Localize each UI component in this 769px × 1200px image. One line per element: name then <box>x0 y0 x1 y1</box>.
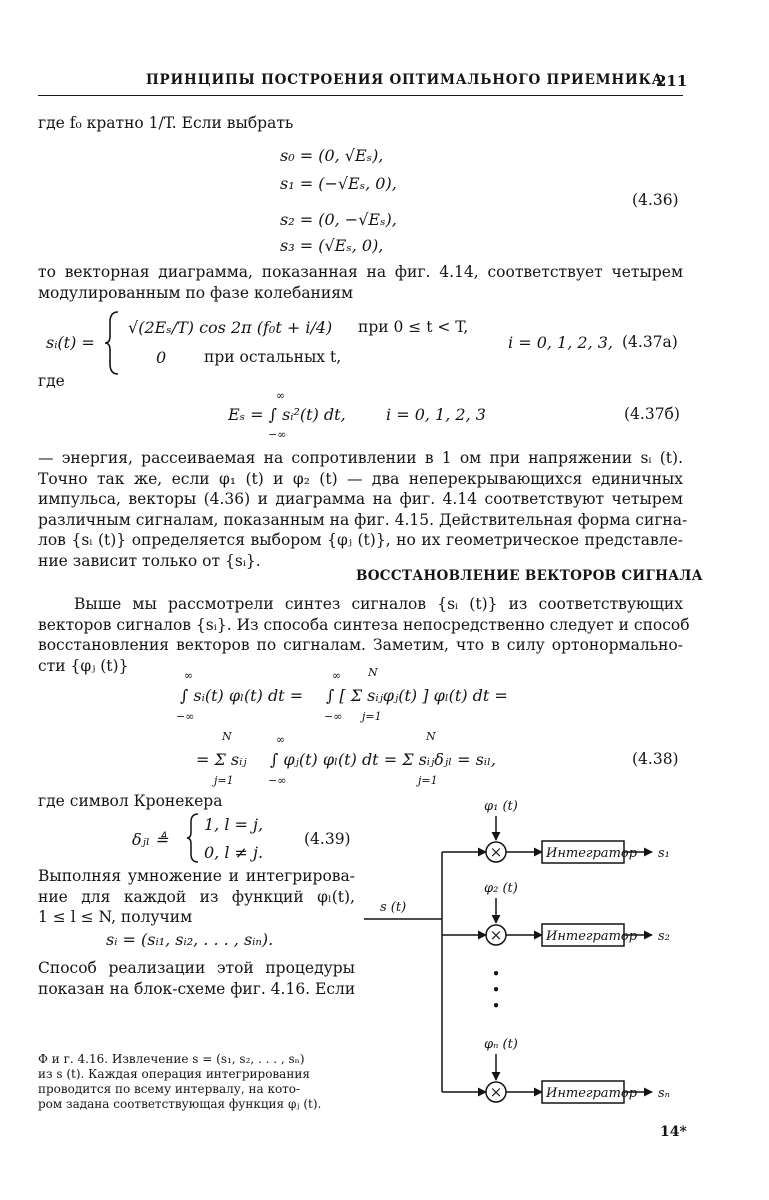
text-line: Выше мы рассмотрели синтез сигналов {sᵢ (t)} из соответствующих <box>74 595 683 613</box>
paragraph-reconstruction <box>38 594 690 676</box>
eq-4-38-number: (4.38) <box>632 750 679 768</box>
kronecker-intro: где символ Кронекера <box>38 792 223 810</box>
text-line: ние для каждой из функций φₗ(t), <box>38 887 355 906</box>
eq-4-37b-indices: i = 0, 1, 2, 3 <box>386 405 486 424</box>
caption-line: ром задана соответствующая функция φⱼ (t). <box>38 1097 322 1111</box>
phi2-label: φ₂ (t) <box>484 881 518 896</box>
kronecker-number: (4.39) <box>304 830 351 848</box>
limit-minf: −∞ <box>324 710 343 723</box>
running-header: ПРИНЦИПЫ ПОСТРОЕНИЯ ОПТИМАЛЬНОГО ПРИЕМНИКА <box>146 72 664 88</box>
kronecker-case1: 1, l = j, <box>204 815 264 834</box>
paragraph-vector-diagram <box>38 262 683 303</box>
text-line: сти {φⱼ (t)} <box>38 656 129 675</box>
integrator-label: Интегратор <box>546 846 638 861</box>
signal-vector: sᵢ = (sᵢ₁, sᵢ₂, . . . , sᵢₙ). <box>106 930 274 949</box>
text-line: 1 ≤ l ≤ N, получим <box>38 908 193 926</box>
caption-line: Ф и г. 4.16. Извлечение s = (s₁, s₂, . . . , sₙ) <box>38 1052 305 1066</box>
eq-4-37a-case1-expr: √(2Eₛ/T) cos 2π (f₀t + i/4) <box>128 318 333 337</box>
text-line: Выполняя умножение и интегрирова- <box>38 867 355 885</box>
output-s1-label: s₁ <box>658 846 670 861</box>
left-brace-icon <box>104 310 120 376</box>
eq-4-38-line2-b: ∫ φⱼ(t) φₗ(t) dt = Σ sᵢⱼδⱼₗ = sᵢₗ, <box>270 750 496 769</box>
intro-line: где f₀ кратно 1/T. Если выбрать <box>38 114 294 132</box>
ellipsis-dot-icon: • <box>491 997 501 1015</box>
text-line: Точно так же, если φ₁ (t) и φ₂ (t) — два неперекрывающихся единичных <box>38 469 683 488</box>
section-heading: ВОССТАНОВЛЕНИЕ ВЕКТОРОВ СИГНАЛА <box>356 568 703 584</box>
kronecker-lhs: δⱼₗ ≜ <box>132 830 169 849</box>
limit-j1: j=1 <box>362 710 382 723</box>
eq-4-36-s2: s₂ = (0, −√Eₛ), <box>280 210 397 229</box>
limit-minf: −∞ <box>176 710 195 723</box>
limit-n: N <box>222 730 232 743</box>
ellipsis-dot-icon: • <box>491 965 501 983</box>
figure-caption <box>38 1052 368 1112</box>
text-line: Способ реализации этой процедуры <box>38 959 355 977</box>
where-label: где <box>38 372 65 390</box>
eq-4-37a-case1-cond: при 0 ≤ t < T, <box>358 318 469 336</box>
text-line: модулированным по фазе колебаниям <box>38 283 354 302</box>
text-line: векторов сигналов {sᵢ}. Из способа синтеза непосредственно следует и способ <box>38 615 690 634</box>
text-line: — энергия, рассеиваемая на сопротивлении в 1 ом при напряжении sᵢ (t). <box>38 449 683 467</box>
eq-4-38-line2-a: = Σ sᵢⱼ <box>196 750 247 769</box>
eq-4-36-number: (4.36) <box>632 191 679 209</box>
eq-4-36-s0: s₀ = (0, √Eₛ), <box>280 146 384 165</box>
eq-4-36-s3: s₃ = (√Eₛ, 0), <box>280 236 384 255</box>
multiply-icon: × <box>489 843 503 861</box>
page-number: 211 <box>656 72 688 90</box>
output-sN-label: sₙ <box>658 1086 670 1101</box>
limit-n: N <box>426 730 436 743</box>
limit-j1: j=1 <box>214 774 234 787</box>
limit-n: N <box>368 666 378 679</box>
integral-upper-limit: ∞ <box>276 389 286 402</box>
limit-inf: ∞ <box>332 669 342 682</box>
input-label: s (t) <box>380 900 407 915</box>
phi1-label: φ₁ (t) <box>484 799 518 814</box>
signature-mark: 14* <box>660 1124 687 1140</box>
block-diagram <box>360 792 690 1122</box>
text-line: различным сигналам, показанным на фиг. 4.15. Действительная форма сигна- <box>38 510 688 529</box>
eq-4-38-line1-right: ∫ [ Σ sᵢⱼφⱼ(t) ] φₗ(t) dt = <box>326 686 508 705</box>
integral-lower-limit: −∞ <box>268 428 287 441</box>
eq-4-37a-lhs: sᵢ(t) = <box>46 333 95 352</box>
limit-minf: −∞ <box>268 774 287 787</box>
text-line: показан на блок-схеме фиг. 4.16. Если <box>38 979 356 998</box>
integrator-label: Интегратор <box>546 929 638 944</box>
limit-inf: ∞ <box>276 733 286 746</box>
phiN-label: φₙ (t) <box>484 1037 518 1052</box>
limit-j1: j=1 <box>418 774 438 787</box>
text-line: то векторная диаграмма, показанная на фиг. 4.14, соответствует четырем <box>38 263 683 281</box>
multiply-icon: × <box>489 1083 503 1101</box>
eq-4-38-line1-left: ∫ sᵢ(t) φₗ(t) dt = <box>180 686 304 705</box>
eq-4-37a-case2-expr: 0 <box>156 348 167 367</box>
paragraph-block-diagram-ref <box>38 958 355 999</box>
multiply-icon: × <box>489 926 503 944</box>
integrator-label: Интегратор <box>546 1086 638 1101</box>
caption-line: проводится по всему интервалу, на кото- <box>38 1082 301 1096</box>
paragraph-energy <box>38 448 688 571</box>
output-s2-label: s₂ <box>658 929 670 944</box>
caption-line: из s (t). Каждая операция интегрирования <box>38 1067 310 1081</box>
limit-inf: ∞ <box>184 669 194 682</box>
text-line: ние зависит только от {sᵢ}. <box>38 551 261 570</box>
kronecker-case2: 0, l ≠ j. <box>204 843 264 862</box>
text-line: импульса, векторы (4.36) и диаграмма на фиг. 4.14 соответствуют четырем <box>38 490 683 508</box>
eq-4-37b-expr: Eₛ = ∫ sᵢ²(t) dt, <box>228 405 346 424</box>
ellipsis-dot-icon: • <box>491 981 501 999</box>
eq-4-36-s1: s₁ = (−√Eₛ, 0), <box>280 174 397 193</box>
eq-4-37a-case2-cond: при остальных t, <box>204 348 342 366</box>
text-line: восстановления векторов по сигналам. Заметим, что в силу ортонормально- <box>38 636 683 654</box>
eq-4-37a-number: (4.37а) <box>622 333 678 351</box>
header-rule <box>38 95 683 96</box>
text-line: лов {sᵢ (t)} определяется выбором {φⱼ (t)}, но их геометрическое представле- <box>38 531 683 549</box>
eq-4-37a-indices: i = 0, 1, 2, 3, <box>508 333 614 352</box>
paragraph-multiply-integrate <box>38 866 355 928</box>
left-brace-icon <box>186 812 200 864</box>
eq-4-37b-number: (4.37б) <box>624 405 680 423</box>
